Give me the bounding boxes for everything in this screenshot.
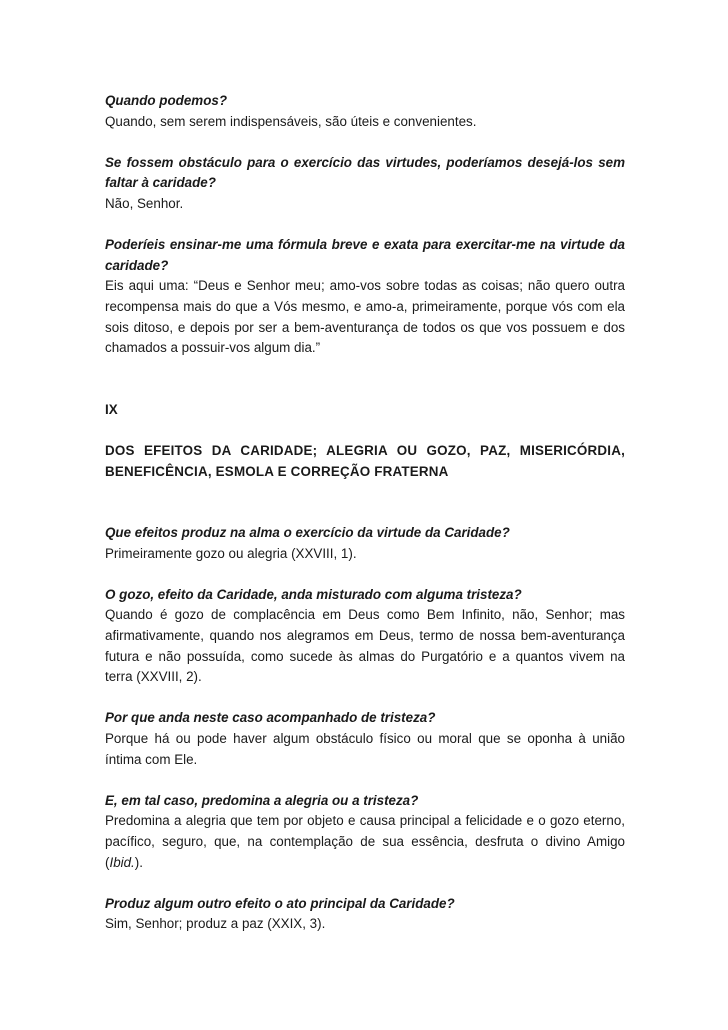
answer-text: Quando é gozo de complacência em Deus como Bem Infinito, não, Senhor; mas afirmativamente, quando nos alegramos em Deus, termo de nossa bem-aventurança futura e não possuída, como sucede às almas do Purgatório e a quantos vivem na terra (XXVIII, 2). [105, 607, 625, 685]
chapter-number: IX [105, 401, 118, 417]
question-text: Se fossem obstáculo para o exercício das virtudes, poderíamos desejá-los sem faltar à caridade? [105, 154, 625, 191]
question-text: O gozo, efeito da Caridade, anda misturado com alguma tristeza? [105, 586, 522, 602]
question-text: Produz algum outro efeito o ato principal da Caridade? [105, 895, 455, 911]
qa-block [105, 894, 625, 935]
answer-text: Quando, sem serem indispensáveis, são úteis e convenientes. [105, 113, 477, 129]
qa-block [105, 791, 625, 873]
answer-text [105, 811, 625, 873]
qa-block [105, 235, 625, 359]
qa-block [105, 91, 625, 132]
question-text: Poderíeis ensinar-me uma fórmula breve e exata para exercitar-me na virtude da caridade? [105, 237, 625, 273]
qa-block [105, 153, 625, 215]
question-text: E, em tal caso, predomina a alegria ou a tristeza? [105, 792, 419, 808]
answer-text: Sim, Senhor; produz a paz (XXIX, 3). [105, 916, 326, 932]
chapter-title: DOS EFEITOS DA CARIDADE; ALEGRIA OU GOZO, PAZ, MISERICÓRDIA, BENEFICÊNCIA, ESMOLA E CORREÇÃO FRATERNA [105, 442, 625, 479]
qa-block [105, 708, 625, 770]
answer-text: Eis aqui uma: “Deus e Senhor meu; amo-vos sobre todas as coisas; não quero outra recompensa mais do que a Vós mesmo, e amo-a, primeiramente, porque vós com ela sois ditoso, e depois por ser a bem-aventurança de todos os que vos possuem e dos chamados a possuir-vos algum dia.” [105, 278, 625, 356]
answer-text-end: ). [134, 854, 143, 870]
answer-text: Primeiramente gozo ou alegria (XXVIII, 1). [105, 545, 357, 561]
answer-text-main: Predomina a alegria que tem por objeto e causa principal a felicidade e o gozo eterno, pacífico, seguro, que, na contemplação de sua essência, desfruta o divino Amigo ( [105, 813, 625, 870]
qa-block [105, 523, 625, 564]
question-text: Por que anda neste caso acompanhado de tristeza? [105, 710, 436, 726]
question-text: Que efeitos produz na alma o exercício da virtude da Caridade? [105, 525, 510, 541]
question-text: Quando podemos? [105, 93, 227, 108]
answer-text: Não, Senhor. [105, 195, 184, 211]
answer-text: Porque há ou pode haver algum obstáculo físico ou moral que se oponha à união íntima com Ele. [105, 731, 625, 767]
citation-reference: Ibid. [109, 854, 135, 870]
qa-block [105, 585, 625, 688]
document-body [105, 91, 625, 935]
